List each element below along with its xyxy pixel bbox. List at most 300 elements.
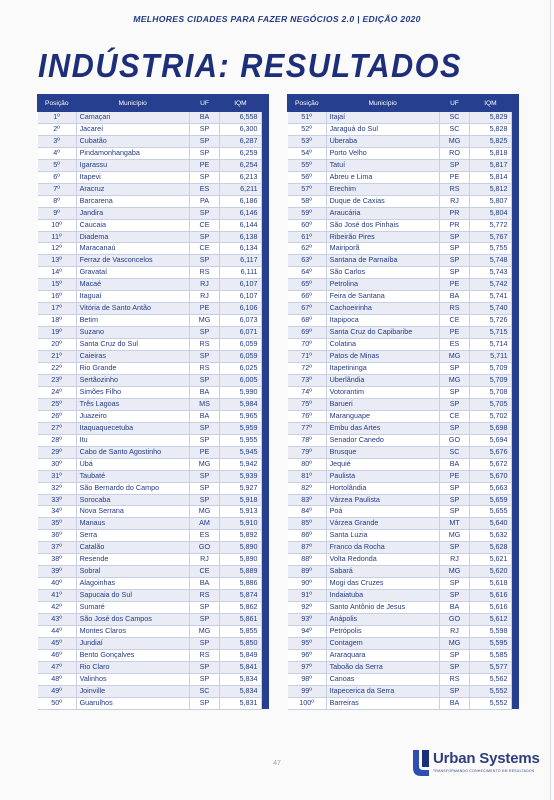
table-row xyxy=(38,661,269,673)
cell-uf: RJ xyxy=(439,625,470,637)
cell-uf: RS xyxy=(439,673,470,685)
cell-position: 56º xyxy=(288,171,327,183)
cell-position: 51º xyxy=(288,112,327,124)
cell-iqm: 6,025 xyxy=(220,363,261,375)
row-shade xyxy=(511,135,518,147)
row-shade xyxy=(261,303,268,315)
cell-iqm: 5,755 xyxy=(470,243,511,255)
cell-position: 9º xyxy=(38,207,77,219)
cell-uf: PE xyxy=(439,327,470,339)
table-row xyxy=(288,219,519,231)
row-shade xyxy=(511,434,518,446)
cell-iqm: 6,073 xyxy=(220,315,261,327)
cell-uf: SP xyxy=(439,685,470,697)
cell-position: 49º xyxy=(38,685,77,697)
cell-iqm: 6,059 xyxy=(220,339,261,351)
row-shade xyxy=(261,291,268,303)
cell-municipality: Uberaba xyxy=(326,135,439,147)
cell-municipality: Catalão xyxy=(76,542,189,554)
cell-uf: CE xyxy=(189,566,220,578)
cell-position: 79º xyxy=(288,446,327,458)
table-row xyxy=(288,434,519,446)
table-row xyxy=(288,183,519,195)
row-shade xyxy=(511,398,518,410)
row-shade xyxy=(511,614,518,626)
row-shade xyxy=(511,267,518,279)
row-shade xyxy=(511,482,518,494)
cell-uf: SP xyxy=(439,542,470,554)
cell-uf: SP xyxy=(439,494,470,506)
cell-iqm: 5,834 xyxy=(220,673,261,685)
cell-position: 16º xyxy=(38,291,77,303)
cell-uf: RO xyxy=(439,147,470,159)
cell-municipality: Petrópolis xyxy=(326,625,439,637)
cell-uf: PA xyxy=(189,195,220,207)
cell-iqm: 6,300 xyxy=(220,123,261,135)
cell-iqm: 6,111 xyxy=(220,267,261,279)
cell-position: 99º xyxy=(288,685,327,697)
cell-municipality: Caieiras xyxy=(76,351,189,363)
table-row xyxy=(38,518,269,530)
cell-municipality: Tatuí xyxy=(326,159,439,171)
cell-municipality: Alagoinhas xyxy=(76,578,189,590)
table-row xyxy=(288,303,519,315)
table-row xyxy=(288,363,519,375)
table-row xyxy=(38,135,269,147)
cell-position: 45º xyxy=(38,637,77,649)
row-shade xyxy=(511,470,518,482)
cell-uf: RS xyxy=(189,339,220,351)
row-shade xyxy=(261,637,268,649)
cell-municipality: Diadema xyxy=(76,231,189,243)
cell-iqm: 5,715 xyxy=(470,327,511,339)
row-shade xyxy=(511,506,518,518)
cell-position: 93º xyxy=(288,614,327,626)
cell-municipality: Sapucaia do Sul xyxy=(76,590,189,602)
table-row xyxy=(288,542,519,554)
row-shade xyxy=(511,446,518,458)
row-shade xyxy=(261,159,268,171)
cell-iqm: 5,959 xyxy=(220,422,261,434)
table-row xyxy=(288,243,519,255)
cell-municipality: Bento Gonçalves xyxy=(76,649,189,661)
table-row xyxy=(288,602,519,614)
cell-uf: SP xyxy=(189,123,220,135)
cell-position: 88º xyxy=(288,554,327,566)
row-shade xyxy=(261,554,268,566)
table-row xyxy=(38,554,269,566)
cell-municipality: Barueri xyxy=(326,398,439,410)
table-row xyxy=(288,422,519,434)
cell-position: 22º xyxy=(38,363,77,375)
table-row xyxy=(38,386,269,398)
table-row xyxy=(288,625,519,637)
cell-iqm: 5,742 xyxy=(470,279,511,291)
cell-iqm: 5,740 xyxy=(470,303,511,315)
cell-municipality: Brusque xyxy=(326,446,439,458)
cell-uf: MG xyxy=(189,315,220,327)
cell-iqm: 5,616 xyxy=(470,590,511,602)
cell-municipality: São Bernardo do Campo xyxy=(76,482,189,494)
cell-municipality: Maranguape xyxy=(326,410,439,422)
logo-name: Urban Systems xyxy=(433,750,540,767)
cell-uf: BA xyxy=(189,410,220,422)
cell-position: 5º xyxy=(38,159,77,171)
cell-municipality: Anápolis xyxy=(326,614,439,626)
cell-municipality: Sumaré xyxy=(76,602,189,614)
cell-position: 60º xyxy=(288,219,327,231)
row-shade xyxy=(261,530,268,542)
cell-municipality: Santa Cruz do Capibaribe xyxy=(326,327,439,339)
header-shade xyxy=(261,95,268,112)
cell-uf: SP xyxy=(439,649,470,661)
table-row xyxy=(38,315,269,327)
row-shade xyxy=(261,279,268,291)
row-shade xyxy=(511,410,518,422)
table-row xyxy=(288,458,519,470)
table-row xyxy=(38,494,269,506)
cell-municipality: Betim xyxy=(76,315,189,327)
table-row xyxy=(288,673,519,685)
row-shade xyxy=(511,279,518,291)
row-shade xyxy=(261,231,268,243)
table-row xyxy=(38,363,269,375)
cell-position: 37º xyxy=(38,542,77,554)
cell-iqm: 5,585 xyxy=(470,649,511,661)
page-number: 47 xyxy=(273,760,281,767)
row-shade xyxy=(261,374,268,386)
cell-iqm: 6,558 xyxy=(220,112,261,124)
cell-municipality: Porto Velho xyxy=(326,147,439,159)
cell-position: 57º xyxy=(288,183,327,195)
cell-position: 28º xyxy=(38,434,77,446)
cell-iqm: 5,702 xyxy=(470,410,511,422)
cell-municipality: Itapetininga xyxy=(326,363,439,375)
table-row xyxy=(288,159,519,171)
cell-uf: BA xyxy=(189,386,220,398)
table-row xyxy=(38,685,269,697)
cell-iqm: 5,612 xyxy=(470,614,511,626)
column-header-uf: UF xyxy=(189,95,220,112)
cell-uf: MG xyxy=(189,506,220,518)
cell-iqm: 5,927 xyxy=(220,482,261,494)
cell-iqm: 5,814 xyxy=(470,171,511,183)
cell-uf: MG xyxy=(439,637,470,649)
row-shade xyxy=(261,494,268,506)
cell-municipality: Rio Grande xyxy=(76,363,189,375)
cell-iqm: 5,705 xyxy=(470,398,511,410)
cell-municipality: Cabo de Santo Agostinho xyxy=(76,446,189,458)
row-shade xyxy=(261,566,268,578)
cell-position: 47º xyxy=(38,661,77,673)
table-row xyxy=(38,506,269,518)
cell-municipality: Volta Redonda xyxy=(326,554,439,566)
cell-iqm: 5,910 xyxy=(220,518,261,530)
table-row xyxy=(38,434,269,446)
table-row xyxy=(38,566,269,578)
cell-municipality: Petrolina xyxy=(326,279,439,291)
cell-position: 100º xyxy=(288,697,327,709)
cell-municipality: Itu xyxy=(76,434,189,446)
cell-municipality: Jequié xyxy=(326,458,439,470)
table-row xyxy=(38,398,269,410)
ranking-table-left xyxy=(37,94,269,710)
cell-position: 23º xyxy=(38,374,77,386)
cell-municipality: Guarulhos xyxy=(76,697,189,709)
row-shade xyxy=(261,482,268,494)
cell-municipality: Nova Serrana xyxy=(76,506,189,518)
row-shade xyxy=(261,434,268,446)
cell-iqm: 5,772 xyxy=(470,219,511,231)
cell-position: 42º xyxy=(38,602,77,614)
cell-municipality: Ferraz de Vasconcelos xyxy=(76,255,189,267)
row-shade xyxy=(261,123,268,135)
cell-position: 29º xyxy=(38,446,77,458)
row-shade xyxy=(261,183,268,195)
cell-uf: GO xyxy=(439,434,470,446)
cell-iqm: 5,918 xyxy=(220,494,261,506)
cell-municipality: Taubaté xyxy=(76,470,189,482)
row-shade xyxy=(511,255,518,267)
table-row xyxy=(288,614,519,626)
cell-iqm: 5,861 xyxy=(220,614,261,626)
cell-position: 77º xyxy=(288,422,327,434)
cell-iqm: 5,598 xyxy=(470,625,511,637)
cell-iqm: 5,807 xyxy=(470,195,511,207)
cell-uf: GO xyxy=(439,614,470,626)
cell-position: 85º xyxy=(288,518,327,530)
cell-uf: SP xyxy=(189,135,220,147)
cell-iqm: 5,694 xyxy=(470,434,511,446)
table-row xyxy=(288,554,519,566)
cell-iqm: 5,828 xyxy=(470,123,511,135)
cell-position: 75º xyxy=(288,398,327,410)
cell-uf: RJ xyxy=(439,195,470,207)
row-shade xyxy=(261,518,268,530)
cell-iqm: 5,709 xyxy=(470,374,511,386)
column-header-position: Posição xyxy=(38,95,77,112)
cell-position: 38º xyxy=(38,554,77,566)
cell-municipality: Barcarena xyxy=(76,195,189,207)
cell-position: 20º xyxy=(38,339,77,351)
cell-municipality: Paulista xyxy=(326,470,439,482)
cell-municipality: Suzano xyxy=(76,327,189,339)
ranking-table-left-body xyxy=(38,112,269,710)
table-row xyxy=(288,386,519,398)
cell-uf: SC xyxy=(439,112,470,124)
cell-uf: PE xyxy=(439,279,470,291)
row-shade xyxy=(511,649,518,661)
cell-municipality: Caucaia xyxy=(76,219,189,231)
table-row xyxy=(288,410,519,422)
table-row xyxy=(38,231,269,243)
cell-position: 27º xyxy=(38,422,77,434)
table-row xyxy=(38,422,269,434)
cell-uf: SP xyxy=(189,482,220,494)
cell-position: 2º xyxy=(38,123,77,135)
table-row xyxy=(38,602,269,614)
cell-uf: PR xyxy=(439,219,470,231)
table-row xyxy=(288,685,519,697)
cell-uf: SP xyxy=(189,327,220,339)
cell-municipality: Itaquaquecetuba xyxy=(76,422,189,434)
cell-iqm: 5,831 xyxy=(220,697,261,709)
cell-uf: ES xyxy=(439,339,470,351)
table-row xyxy=(38,446,269,458)
row-shade xyxy=(261,661,268,673)
cell-municipality: Aracruz xyxy=(76,183,189,195)
cell-uf: ES xyxy=(189,530,220,542)
cell-position: 18º xyxy=(38,315,77,327)
cell-iqm: 5,850 xyxy=(220,637,261,649)
cell-position: 76º xyxy=(288,410,327,422)
cell-municipality: Feira de Santana xyxy=(326,291,439,303)
cell-iqm: 6,106 xyxy=(220,303,261,315)
cell-municipality: Santana de Parnaíba xyxy=(326,255,439,267)
row-shade xyxy=(511,673,518,685)
ranking-table-right xyxy=(287,94,519,710)
cell-uf: ES xyxy=(189,183,220,195)
row-shade xyxy=(261,470,268,482)
cell-uf: SC xyxy=(189,685,220,697)
cell-municipality: Santa Cruz do Sul xyxy=(76,339,189,351)
table-row xyxy=(38,470,269,482)
cell-iqm: 5,709 xyxy=(470,363,511,375)
cell-uf: SP xyxy=(189,470,220,482)
table-row xyxy=(38,673,269,685)
column-header-iqm: IQM xyxy=(220,95,261,112)
cell-iqm: 6,211 xyxy=(220,183,261,195)
cell-uf: AM xyxy=(189,518,220,530)
cell-municipality: Itapevi xyxy=(76,171,189,183)
cell-uf: MG xyxy=(439,351,470,363)
cell-position: 70º xyxy=(288,339,327,351)
cell-position: 32º xyxy=(38,482,77,494)
cell-municipality: Manaus xyxy=(76,518,189,530)
cell-municipality: Hortolândia xyxy=(326,482,439,494)
cell-iqm: 5,628 xyxy=(470,542,511,554)
cell-iqm: 6,005 xyxy=(220,374,261,386)
row-shade xyxy=(261,112,268,124)
cell-iqm: 5,562 xyxy=(470,673,511,685)
cell-position: 4º xyxy=(38,147,77,159)
row-shade xyxy=(511,315,518,327)
cell-municipality: Senador Canedo xyxy=(326,434,439,446)
cell-uf: SP xyxy=(439,422,470,434)
cell-position: 31º xyxy=(38,470,77,482)
cell-municipality: Joinville xyxy=(76,685,189,697)
cell-municipality: Camaçari xyxy=(76,112,189,124)
cell-iqm: 6,146 xyxy=(220,207,261,219)
cell-iqm: 6,213 xyxy=(220,171,261,183)
row-shade xyxy=(261,351,268,363)
row-shade xyxy=(511,112,518,124)
cell-position: 1º xyxy=(38,112,77,124)
cell-position: 90º xyxy=(288,578,327,590)
cell-municipality: São José dos Campos xyxy=(76,614,189,626)
cell-iqm: 5,955 xyxy=(220,434,261,446)
cell-iqm: 5,942 xyxy=(220,458,261,470)
cell-uf: BA xyxy=(439,697,470,709)
cell-uf: RJ xyxy=(439,554,470,566)
row-shade xyxy=(511,303,518,315)
row-shade xyxy=(261,578,268,590)
cell-uf: PE xyxy=(189,446,220,458)
table-row xyxy=(288,697,519,709)
row-shade xyxy=(511,327,518,339)
cell-municipality: Itapipoca xyxy=(326,315,439,327)
table-row xyxy=(38,625,269,637)
column-header-iqm: IQM xyxy=(470,95,511,112)
cell-iqm: 5,711 xyxy=(470,351,511,363)
row-shade xyxy=(511,578,518,590)
cell-uf: CE xyxy=(189,219,220,231)
cell-position: 44º xyxy=(38,625,77,637)
cell-uf: PE xyxy=(439,171,470,183)
row-shade xyxy=(511,494,518,506)
cell-position: 41º xyxy=(38,590,77,602)
table-row xyxy=(38,410,269,422)
cell-municipality: Santa Luzia xyxy=(326,530,439,542)
cell-position: 25º xyxy=(38,398,77,410)
cell-municipality: Simões Filho xyxy=(76,386,189,398)
cell-iqm: 5,892 xyxy=(220,530,261,542)
cell-position: 35º xyxy=(38,518,77,530)
row-shade xyxy=(511,637,518,649)
cell-position: 95º xyxy=(288,637,327,649)
cell-municipality: Jacareí xyxy=(76,123,189,135)
cell-position: 80º xyxy=(288,458,327,470)
cell-iqm: 5,595 xyxy=(470,637,511,649)
cell-iqm: 5,812 xyxy=(470,183,511,195)
cell-position: 71º xyxy=(288,351,327,363)
row-shade xyxy=(511,590,518,602)
cell-iqm: 5,825 xyxy=(470,135,511,147)
cell-position: 83º xyxy=(288,494,327,506)
cell-municipality: Itaguaí xyxy=(76,291,189,303)
cell-uf: SP xyxy=(189,614,220,626)
cell-iqm: 5,616 xyxy=(470,602,511,614)
cell-position: 73º xyxy=(288,374,327,386)
cell-uf: RS xyxy=(189,267,220,279)
cell-municipality: Mogi das Cruzes xyxy=(326,578,439,590)
table-row xyxy=(38,590,269,602)
row-shade xyxy=(261,625,268,637)
cell-uf: SP xyxy=(189,422,220,434)
cell-uf: SP xyxy=(189,374,220,386)
table-row xyxy=(38,374,269,386)
cell-uf: PE xyxy=(189,159,220,171)
cell-position: 39º xyxy=(38,566,77,578)
cell-position: 78º xyxy=(288,434,327,446)
cell-iqm: 5,817 xyxy=(470,159,511,171)
table-row xyxy=(38,482,269,494)
table-row xyxy=(38,159,269,171)
table-row xyxy=(38,123,269,135)
row-shade xyxy=(511,386,518,398)
row-shade xyxy=(261,398,268,410)
cell-position: 97º xyxy=(288,661,327,673)
table-row xyxy=(38,219,269,231)
cell-iqm: 5,818 xyxy=(470,147,511,159)
row-shade xyxy=(511,566,518,578)
cell-position: 94º xyxy=(288,625,327,637)
cell-uf: PE xyxy=(189,303,220,315)
row-shade xyxy=(261,195,268,207)
row-shade xyxy=(261,590,268,602)
cell-uf: RS xyxy=(439,303,470,315)
row-shade xyxy=(261,267,268,279)
